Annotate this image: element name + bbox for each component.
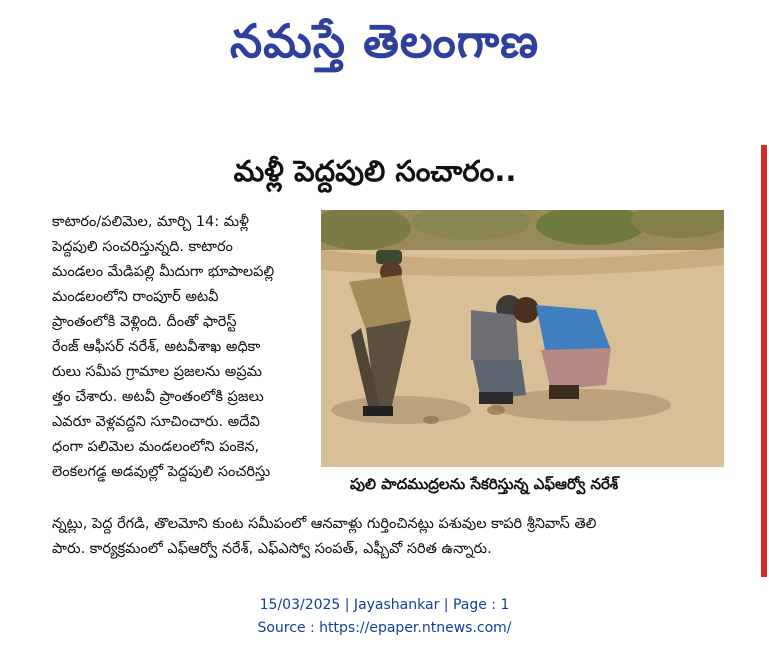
article-headline: మళ్లీ పెద్దపులి సంచారం.. xyxy=(233,154,517,188)
body-line: ప్రాంతంలోకి వెళ్లింది. దీంతో ఫారెస్ట్ xyxy=(52,314,237,330)
body-line: పెద్దపులి సంచరిస్తున్నది. కాటారం xyxy=(52,239,233,255)
right-red-rule xyxy=(761,145,767,577)
body-line: ధంగా పలిమెల మండలంలోని పంకెన, xyxy=(52,439,260,455)
body-line: ఎవరూ వెళ్లవద్దని సూచించారు. అదేవి xyxy=(52,414,260,430)
body-line: మండలం మేడిపల్లి మీదుగా భూపాలపల్లి xyxy=(52,264,275,280)
article-body-column xyxy=(52,210,312,485)
article-body-full-width xyxy=(52,512,742,562)
body-line: రేంజ్ ఆఫీసర్ నరేశ్, అటవీశాఖ అధికా xyxy=(52,339,261,355)
body-line: పారు. కార్యక్రమంలో ఎఫ్ఆర్వో నరేశ్, ఎఫ్ఎస్వో సంపత్, ఎఫ్బీవో సరిత ఉన్నారు. xyxy=(52,541,492,557)
footer-source: Source : https://epaper.ntnews.com/ xyxy=(257,620,512,636)
news-photo xyxy=(321,210,724,467)
body-line: న్నట్లు, పెద్ద రేగడి, తొలమోని కుంట సమీపంలో ఆనవాళ్లు గుర్తించినట్లు పశువుల కాపరి శ్రీనివాస్ తెలి xyxy=(52,516,597,532)
body-line: కాటారం/పలిమెల, మార్చి 14: మళ్లీ xyxy=(52,214,249,230)
photo-caption: పులి పాదముద్రలను సేకరిస్తున్న ఎఫ్ఆర్వో నరేశ్ xyxy=(350,475,619,493)
body-line: మండలంలోని రాంపూర్ అటవీ xyxy=(52,289,219,305)
body-line: లెంకలగడ్డ అడవుల్లో పెద్దపులి సంచరిస్తు xyxy=(52,464,271,480)
newspaper-masthead: నమస్తే తెలంగాణ xyxy=(229,14,540,68)
photo-illustration xyxy=(321,210,724,467)
body-line: త్తం చేశారు. అటవీ ప్రాంతంలోకి ప్రజలు xyxy=(52,389,264,405)
footer-date-edition: 15/03/2025 | Jayashankar | Page : 1 xyxy=(259,597,510,613)
body-line: రులు సమీప గ్రామాల ప్రజలను అప్రమ xyxy=(52,364,262,380)
